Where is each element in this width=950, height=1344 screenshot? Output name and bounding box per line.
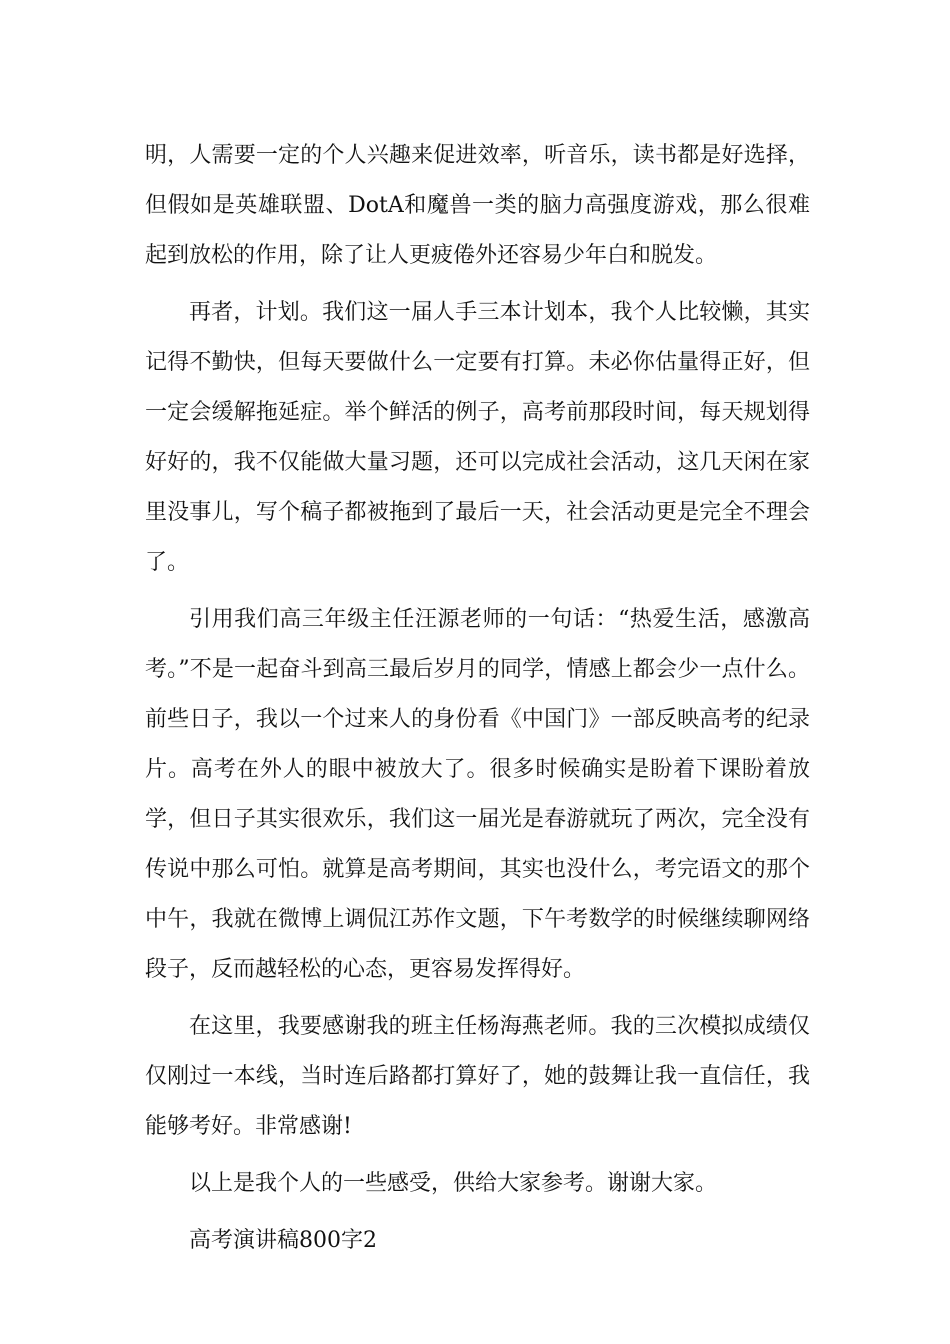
section-heading: 高考演讲稿800字2 [189, 1228, 377, 1253]
paragraph-continuation: 明，人需要一定的个人兴趣来促进效率，听音乐，读书都是好选择，但假如是英雄联盟、DotA和魔兽一类的脑力高强度游戏，那么很难起到放松的作用，除了让人更疲倦外还容易少年白和脱发。 [145, 143, 810, 268]
paragraph-planning: 再者，计划。我们这一届人手三本计划本，我个人比较懒，其实记得不勤快，但每天要做什么一定要有打算。未必你估量得正好，但一定会缓解拖延症。举个鲜活的例子，高考前那段时间，每天规划得好好的，我不仅能做大量习题，还可以完成社会活动，这几天闲在家里没事儿，写个稿子都被拖到了最后一天，社会活动更是完全不理会了。 [145, 300, 810, 575]
document-body [145, 131, 810, 1266]
paragraph-quote: 引用我们高三年级主任汪源老师的一句话：“热爱生活，感激高考。”不是一起奋斗到高三最后岁月的同学，情感上都会少一点什么。前些日子，我以一个过来人的身份看《中国门》一部反映高考的纪录片。高考在外人的眼中被放大了。很多时候确实是盼着下课盼着放学，但日子其实很欢乐，我们这一届光是春游就玩了两次，完全没有传说中那么可怕。就算是高考期间，其实也没什么，考完语文的那个中午，我就在微博上调侃江苏作文题，下午考数学的时候继续聊网络段子，反而越轻松的心态，更容易发挥得好。 [145, 607, 810, 982]
paragraph-thanks: 在这里，我要感谢我的班主任杨海燕老师。我的三次模拟成绩仅仅刚过一本线，当时连后路都打算好了，她的鼓舞让我一直信任，我能够考好。非常感谢! [145, 1014, 810, 1139]
paragraph-closing: 以上是我个人的一些感受，供给大家参考。谢谢大家。 [189, 1171, 718, 1196]
